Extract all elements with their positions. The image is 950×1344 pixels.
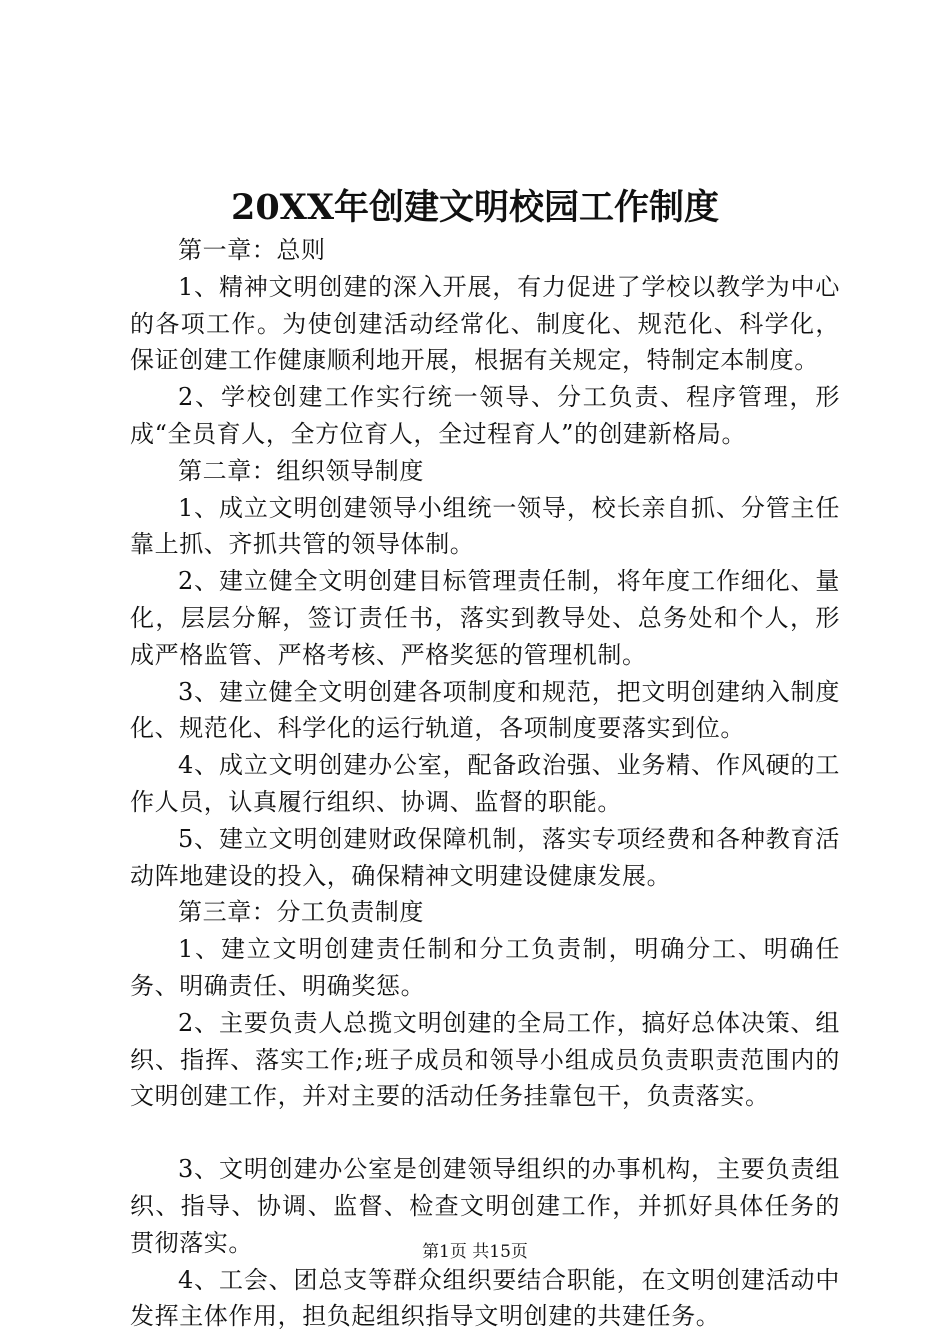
paragraph: 2、建立健全文明创建目标管理责任制，将年度工作细化、量化，层层分解，签订责任书，落实到教导处、总务处和个人，形成严格监管、严格考核、严格奖惩的管理机制。 bbox=[130, 567, 840, 669]
paragraph: 3、建立健全文明创建各项制度和规范，把文明创建纳入制度化、规范化、科学化的运行轨道，各项制度要落实到位。 bbox=[130, 677, 840, 743]
paragraph: 1、建立文明创建责任制和分工负责制，明确分工、明确任务、明确责任、明确奖惩。 bbox=[130, 935, 840, 1000]
page-footer: 第1页 共15页 bbox=[422, 1242, 528, 1262]
chapter-heading-2: 第二章：组织领导制度 bbox=[178, 456, 424, 485]
paragraph: 3、文明创建办公室是创建领导组织的办事机构，主要负责组织、指导、协调、监督、检查文明创建工作，并抓好具体任务的贯彻落实。 bbox=[130, 1155, 840, 1257]
blank-line bbox=[130, 1115, 840, 1151]
paragraph: 1、成立文明创建领导小组统一领导，校长亲自抓、分管主任靠上抓、齐抓共管的领导体制。 bbox=[130, 493, 840, 559]
chapter-heading-3: 第三章：分工负责制度 bbox=[178, 898, 424, 927]
paragraph: 2、学校创建工作实行统一领导、分工负责、程序管理，形成“全员育人，全方位育人，全过程育人”的创建新格局。 bbox=[130, 383, 840, 448]
paragraph: 4、成立文明创建办公室，配备政治强、业务精、作风硬的工作人员，认真履行组织、协调、监督的职能。 bbox=[130, 751, 840, 816]
document-body bbox=[130, 232, 840, 1335]
paragraph: 1、精神文明创建的深入开展，有力促进了学校以教学为中心的各项工作。为使创建活动经常化、制度化、规范化、科学化，保证创建工作健康顺利地开展，根据有关规定，特制定本制度。 bbox=[130, 272, 840, 375]
document-title: 20XX年创建文明校园工作制度 bbox=[230, 187, 720, 228]
paragraph: 5、建立文明创建财政保障机制，落实专项经费和各种教育活动阵地建设的投入，确保精神文明建设健康发展。 bbox=[130, 824, 840, 890]
paragraph: 4、工会、团总支等群众组织要结合职能，在文明创建活动中发挥主体作用，担负起组织指导文明创建的共建任务。 bbox=[130, 1265, 840, 1331]
chapter-heading-1: 第一章：总则 bbox=[178, 236, 326, 264]
paragraph: 2、主要负责人总揽文明创建的全局工作，搞好总体决策、组织、指挥、落实工作;班子成员和领导小组成员负责职责范围内的文明创建工作，并对主要的活动任务挂靠包干，负责落实。 bbox=[130, 1008, 840, 1111]
